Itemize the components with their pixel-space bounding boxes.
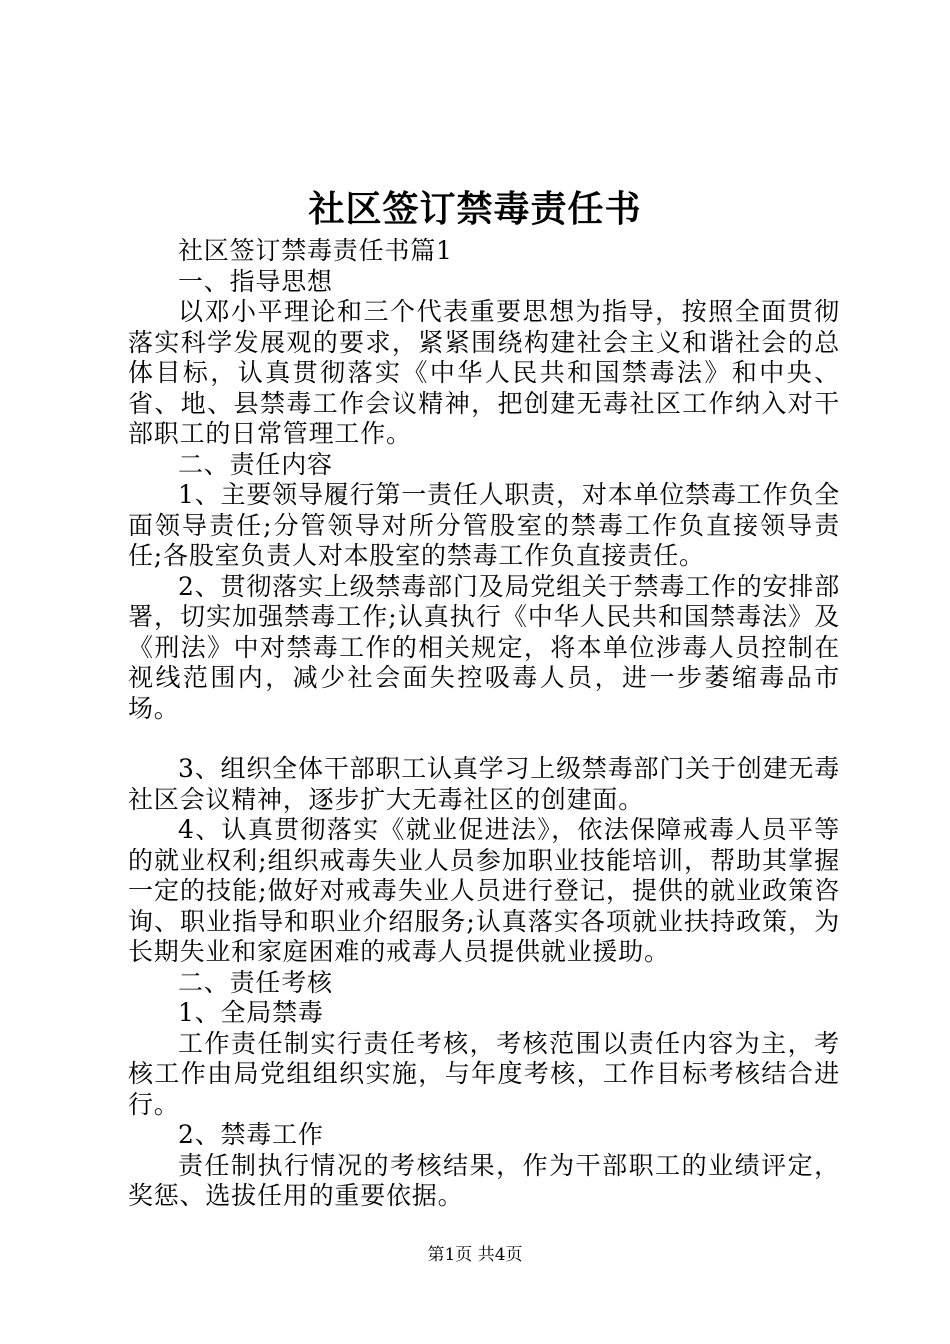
heading-guiding-thought: 一、指导思想 [178, 266, 333, 296]
paragraph-item-1: 1、主要领导履行第一责任人职责，对本单位禁毒工作负全面领导责任;分管领导对所分管股室的禁毒工作负直接领导责任;各股室负责人对本股室的禁毒工作负直接责任。 [128, 480, 840, 570]
paragraph-item-4: 4、认真贯彻落实《就业促进法》，依法保障戒毒人员平等的就业权利;组织戒毒失业人员参加职业技能培训，帮助其掌握一定的技能;做好对戒毒失业人员进行登记，提供的就业政策咨询、职业指导和职业介绍服务;认真落实各项就业扶持政策，为长期失业和家庭困难的戒毒人员提供就业援助。 [128, 815, 840, 966]
document-title: 社区签订禁毒责任书 [308, 188, 642, 230]
document-body [128, 236, 840, 1212]
paragraph-assessment-scope: 工作责任制实行责任考核，考核范围以责任内容为主，考核工作由局党组组织实施，与年度考核，工作目标考核结合进行。 [128, 1028, 840, 1119]
paragraph-subtitle: 社区签订禁毒责任书篇1 [178, 236, 453, 265]
heading-responsibility-assessment: 二、责任考核 [178, 967, 333, 997]
paragraph-guiding-thought: 以邓小平理论和三个代表重要思想为指导，按照全面贯彻落实科学发展观的要求，紧紧围绕构建社会主义和谐社会的总体目标，认真贯彻落实《中华人民共和国禁毒法》和中央、省、地、县禁毒工作会议精神，把创建无毒社区工作纳入对干部职工的日常管理工作。 [128, 297, 840, 448]
paragraph-spacer [128, 724, 840, 754]
paragraph-item-2: 2、贯彻落实上级禁毒部门及局党组关于禁毒工作的安排部署，切实加强禁毒工作;认真执行《中华人民共和国禁毒法》及《刑法》中对禁毒工作的相关规定，将本单位涉毒人员控制在视线范围内，减少社会面失控吸毒人员，进一步萎缩毒品市场。 [128, 571, 840, 723]
subheading-overall-drug-control: 1、全局禁毒 [178, 998, 324, 1027]
heading-responsibility-content: 二、责任内容 [178, 449, 333, 479]
paragraph-item-3: 3、组织全体干部职工认真学习上级禁毒部门关于创建无毒社区会议精神，逐步扩大无毒社区的创建面。 [128, 754, 840, 814]
subheading-drug-control-work: 2、禁毒工作 [178, 1120, 324, 1149]
paragraph-assessment-result: 责任制执行情况的考核结果，作为干部职工的业绩评定，奖惩、选拔任用的重要依据。 [128, 1150, 840, 1210]
page-indicator: 第1页 共4页 [427, 1245, 523, 1265]
